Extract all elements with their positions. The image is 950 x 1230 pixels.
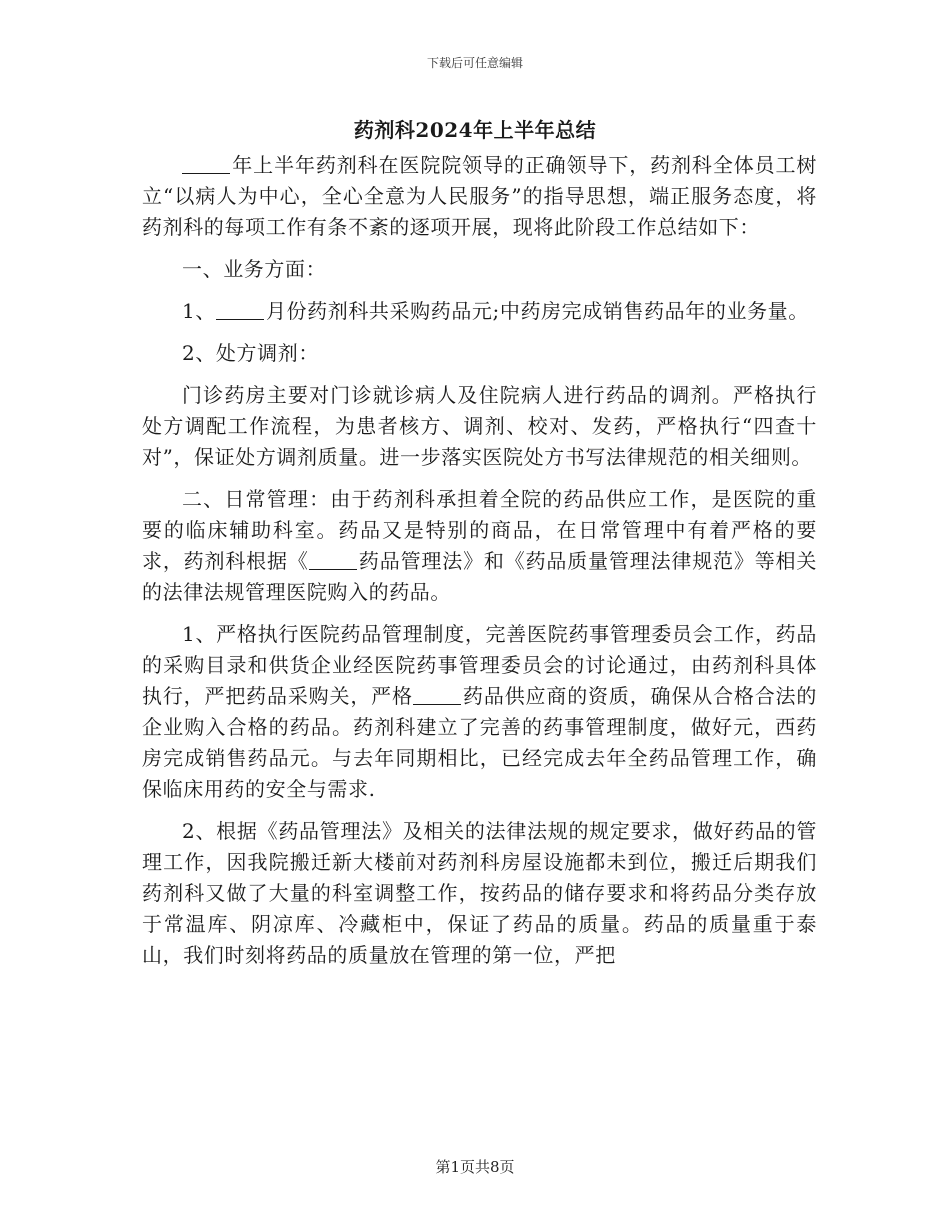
paragraph-management-item-2: 2、根据《药品管理法》及相关的法律法规的规定要求，做好药品的管理工作，因我院搬迁新大楼前对药剂科房屋设施都未到位，搬迁后期我们药剂科又做了大量的科室调整工作，按药品的储存要求和将药品分类存放于常温库、阴凉库、冷藏柜中，保证了药品的质量。药品的质量重于泰山，我们时刻将药品的质量放在管理的第一位，严把 [142, 819, 817, 967]
paragraph-text: 药品管理法》和《药品质量管理法律规范》等相关的法律法规管理医院购入的药品。 [142, 549, 817, 604]
paragraph-management-item-1 [142, 619, 817, 805]
paragraph-purchase [142, 296, 817, 327]
fill-blank [309, 549, 357, 570]
fill-blank [216, 299, 264, 320]
document-body [142, 150, 817, 982]
document-title: 药剂科2024年上半年总结 [353, 118, 597, 142]
paragraph-daily-management [142, 484, 817, 608]
paragraph-text: 年上半年药剂科在医院院领导的正确领导下，药剂科全体员工树立“以病人为中心，全心全意为人民服务”的指导思想，端正服务态度，将药剂科的每项工作有条不紊的逐项开展，现将此阶段工作总结如下： [142, 153, 817, 239]
header-note: 下载后可任意编辑 [426, 56, 523, 70]
paragraph-text: 1、严格执行医院药品管理制度，完善医院药事管理委员会工作，药品的采购目录和供货企业经医院药事管理委员会的讨论通过，由药剂科具体执行，严把药品采购关，严格 [142, 622, 817, 708]
fill-blank [182, 153, 230, 174]
section-heading-prescription: 2、处方调剂： [182, 341, 319, 365]
paragraph-text: 月份药剂科共采购药品元;中药房完成销售药品年的业务量。 [265, 299, 809, 323]
paragraph-text: 药品供应商的资质，确保从合格合法的企业购入合格的药品。药剂科建立了完善的药事管理制度，做好元，西药房完成销售药品元。与去年同期相比，已经完成去年全药品管理工作，确保临床用药的安全与需求. [142, 684, 817, 801]
page-number: 第1页共8页 [435, 1158, 515, 1176]
paragraph-text: 二、日常管理：由于药剂科承担着全院的药品供应工作，是医院的重要的临床辅助科室。药品又是特别的商品，在日常管理中有着严格的要求，药剂科根据《 [142, 487, 817, 573]
paragraph-intro [142, 150, 817, 243]
paragraph-prescription: 门诊药房主要对门诊就诊病人及住院病人进行药品的调剂。严格执行处方调配工作流程，为患者核方、调剂、校对、发药，严格执行“四查十对”，保证处方调剂质量。进一步落实医院处方书写法律规范的相关细则。 [142, 383, 817, 469]
section-heading-business: 一、业务方面： [182, 257, 327, 281]
paragraph-text: 1、 [182, 299, 216, 323]
fill-blank [413, 684, 461, 705]
